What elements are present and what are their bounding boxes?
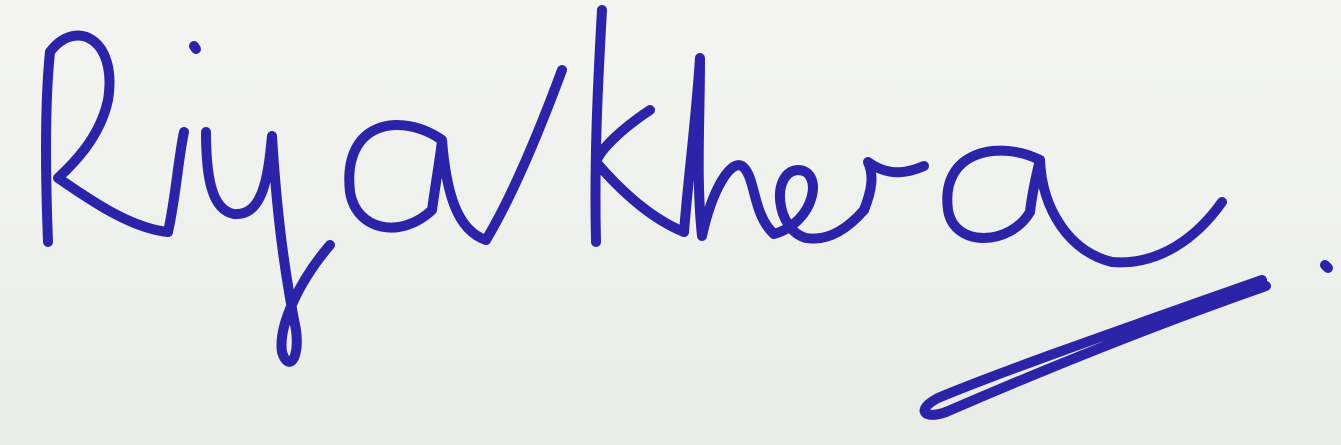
stroke-r-stem: [46, 52, 50, 242]
stroke-underline-flourish: [925, 280, 1266, 415]
stroke-h: [684, 58, 774, 236]
stroke-r-bowl-leg: [50, 36, 168, 232]
stroke-a: [349, 125, 486, 240]
stroke-k-stem: [486, 70, 562, 240]
stroke-e: [774, 170, 864, 239]
stroke-y-loop: [206, 132, 330, 362]
stroke-a2: [947, 151, 1222, 263]
stroke-period: [1325, 265, 1328, 268]
stroke-i: [168, 132, 184, 232]
stroke-r2: [864, 162, 924, 210]
stroke-i-dot: [194, 46, 196, 49]
stroke-k-arms: [595, 10, 684, 242]
